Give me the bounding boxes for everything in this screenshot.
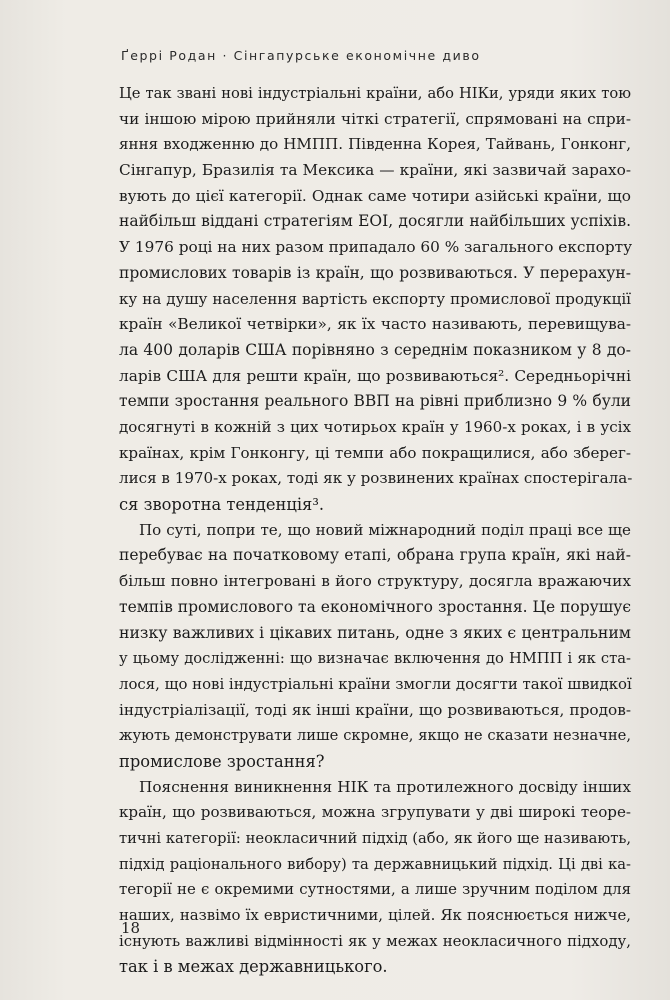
text-line: у цьому дослідженні: що визначає включення до НМПП і як ста- [119, 650, 631, 668]
text-line: промислових товарів із країн, що розвиваються. У перерахун- [119, 263, 631, 282]
text-line: Сінгапур, Бразилія та Мексика — країни, які зазвичай зарахо- [119, 161, 631, 180]
text-line: тичні категорії: неокласичний підхід (або, як його ще називають, [119, 829, 631, 847]
text-line: ла 400 доларів США порівняно з середнім показником у 8 до- [119, 340, 631, 359]
running-header: Ґеррі Родан · Сінгапурське економічне диво [121, 48, 481, 63]
text-line: перебуває на початковому етапі, обрана група країн, які най- [119, 546, 631, 565]
text-line: яння входженню до НМПП. Південна Корея, Тайвань, Гонконг, [119, 135, 631, 154]
text-line: країнах, крім Гонконгу, ці темпи або покращилися, або зберег- [119, 443, 631, 462]
paragraph-start-line: По суті, попри те, що новий міжнародний поділ праці все ще [139, 520, 631, 539]
text-line: У 1976 році на них разом припадало 60 % загального експорту [119, 238, 633, 257]
text-line: наших, назвімо їх евристичними, цілей. Як пояснюється нижче, [119, 906, 631, 924]
text-line: ку на душу населення вартість експорту промислової продукції [119, 289, 631, 308]
text-line: підхід раціонального вибору) та державницький підхід. Ці дві ка- [119, 855, 631, 873]
text-line: лися в 1970-х роках, тоді як у розвинених країнах спостерігала- [119, 469, 633, 488]
text-line: ларів США для решти країн, що розвиваються². Середньорічні [119, 366, 631, 385]
text-line: країн, що розвиваються, можна згрупувати у дві широкі теоре- [119, 803, 631, 822]
text-line: більш повно інтегровані в його структуру, досягла вражаючих [119, 572, 631, 591]
text-line: чи іншою мірою прийняли чіткі стратегії, спрямовані на спри- [119, 109, 631, 128]
text-line: індустріалізації, тоді як інші країни, що розвиваються, продов- [119, 700, 631, 719]
text-line: жують демонструвати лише скромне, якщо не сказати незначне, [119, 727, 631, 745]
page-number: 18 [121, 919, 141, 937]
text-line: найбільш віддані стратегіям ЕОІ, досягли найбільших успіхів. [119, 212, 631, 231]
text-line: існують важливі відмінності як у межах неокласичного підходу, [119, 931, 631, 950]
text-line: темпи зростання реального ВВП на рівні приблизно 9 % були [119, 392, 631, 411]
paragraph-start-line: Пояснення виникнення НІК та протилежного досвіду інших [139, 777, 631, 796]
text-line: промислове зростання? [119, 751, 325, 771]
text-line: ся зворотна тенденція³. [119, 495, 325, 514]
text-line: тегорії не є окремими сутностями, а лише зручним поділом для [119, 880, 631, 899]
text-line: лося, що нові індустріальні країни змогли досягти такої швидкої [119, 674, 632, 693]
text-line: так і в межах державницького. [119, 957, 388, 977]
text-line: країн «Великої четвірки», як їх часто називають, перевищува- [119, 315, 631, 334]
text-line: низку важливих і цікавих питань, одне з яких є центральним [119, 623, 631, 643]
body-text [119, 81, 631, 980]
text-line: досягнуті в кожній з цих чотирьох країн у 1960-х роках, і в усіх [119, 417, 631, 436]
text-line: вують до цієї категорії. Однак саме чотири азійські країни, що [119, 186, 631, 205]
text-line: Це так звані нові індустріальні країни, або НІКи, уряди яких тою [119, 85, 631, 102]
text-line: темпів промислового та економічного зростання. Це порушує [119, 597, 631, 616]
